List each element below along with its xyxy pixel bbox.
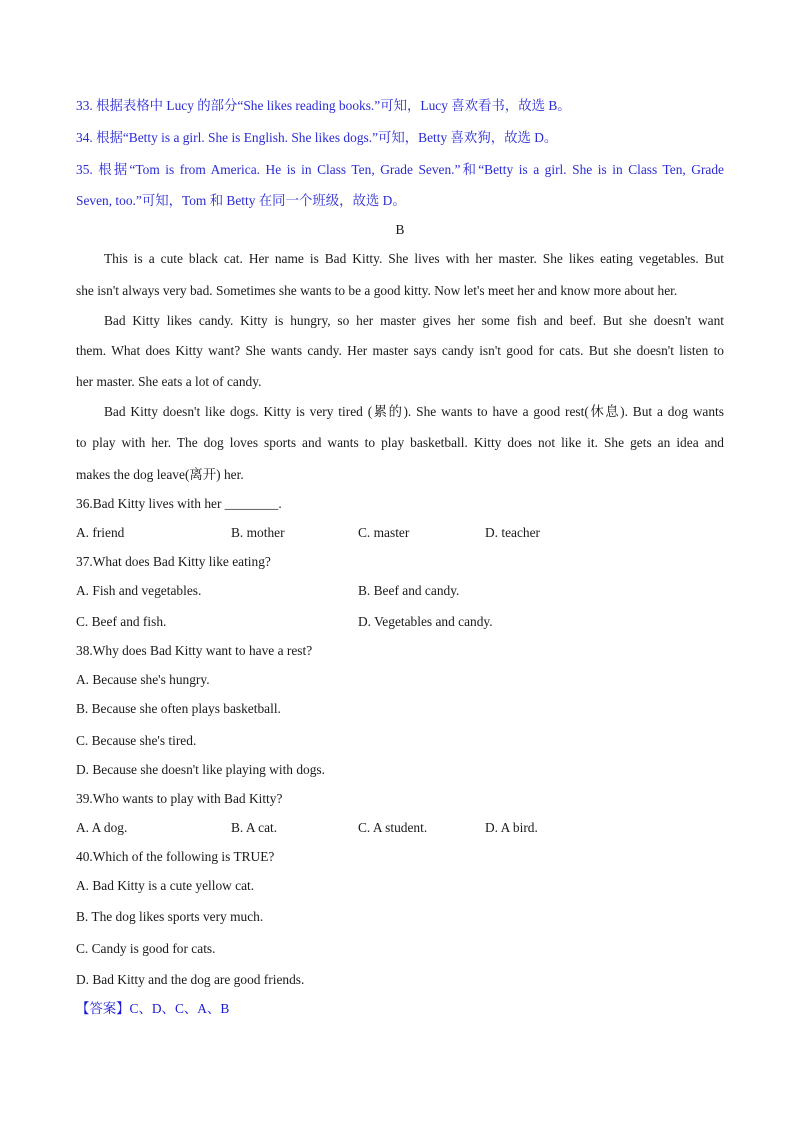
question-39-stem: 39.Who wants to play with Bad Kitty? [76,791,283,806]
question-36-option-b: B. mother [231,525,285,540]
question-39-option-d: D. A bird. [485,820,538,835]
passage-line: Bad Kitty doesn't like dogs. Kitty is very tired (累的). She wants to have a good rest(休息). But a dog wants [104,404,724,419]
passage-line: makes the dog leave(离开) her. [76,467,244,482]
question-38-option-d: D. Because she doesn't like playing with dogs. [76,762,325,777]
question-36-stem: 36.Bad Kitty lives with her ________. [76,496,282,511]
passage-line: This is a cute black cat. Her name is Bad Kitty. She lives with her master. She likes eating vegetables. But [104,251,724,266]
question-36-option-d: D. teacher [485,525,541,540]
question-37-option-b: B. Beef and candy. [358,583,460,598]
question-40-option-d: D. Bad Kitty and the dog are good friends. [76,972,305,987]
passage-line: them. What does Kitty want? She wants candy. Her master says candy isn't good for cats. But she doesn't listen to [76,343,724,358]
question-39-option-b: B. A cat. [231,820,278,835]
question-38-option-b: B. Because she often plays basketball. [76,701,281,716]
explanation-35-line1: 35. 根据“Tom is from America. He is in Class Ten, Grade Seven.”和“Betty is a girl. She is in Class Ten, Grade [76,162,724,177]
question-37-option-a: A. Fish and vegetables. [76,583,202,598]
passage-line: her master. She eats a lot of candy. [76,374,262,389]
question-36-option-c: C. master [358,525,410,540]
question-39-option-c: C. A student. [358,820,428,835]
passage-line: she isn't always very bad. Sometimes she wants to be a good kitty. Now let's meet her and know more about her. [76,283,678,298]
question-38-stem: 38.Why does Bad Kitty want to have a rest? [76,643,313,658]
question-40-option-a: A. Bad Kitty is a cute yellow cat. [76,878,255,893]
section-label: B [395,222,405,237]
passage-line: to play with her. The dog loves sports and wants to play basketball. Kitty does not like it. She gets an idea and [76,435,724,450]
explanation-35-line2: Seven, too.”可知，Tom 和 Betty 在同一个班级，故选 D。 [76,193,406,208]
question-40-stem: 40.Which of the following is TRUE? [76,849,275,864]
explanation-34: 34. 根据“Betty is a girl. She is English. She likes dogs.”可知，Betty 喜欢狗，故选 D。 [76,130,558,145]
question-40-option-b: B. The dog likes sports very much. [76,909,264,924]
answer-key: 【答案】C、D、C、A、B [76,1001,230,1016]
question-38-option-a: A. Because she's hungry. [76,672,210,687]
explanation-33: 33. 根据表格中 Lucy 的部分“She likes reading books.”可知，Lucy 喜欢看书，故选 B。 [76,98,571,113]
question-37-option-d: D. Vegetables and candy. [358,614,493,629]
question-37-option-c: C. Beef and fish. [76,614,167,629]
passage-line: Bad Kitty likes candy. Kitty is hungry, so her master gives her some fish and beef. But she doesn't want [104,313,724,328]
question-36-option-a: A. friend [76,525,125,540]
question-40-option-c: C. Candy is good for cats. [76,941,216,956]
question-39-option-a: A. A dog. [76,820,128,835]
question-38-option-c: C. Because she's tired. [76,733,197,748]
question-37-stem: 37.What does Bad Kitty like eating? [76,554,271,569]
